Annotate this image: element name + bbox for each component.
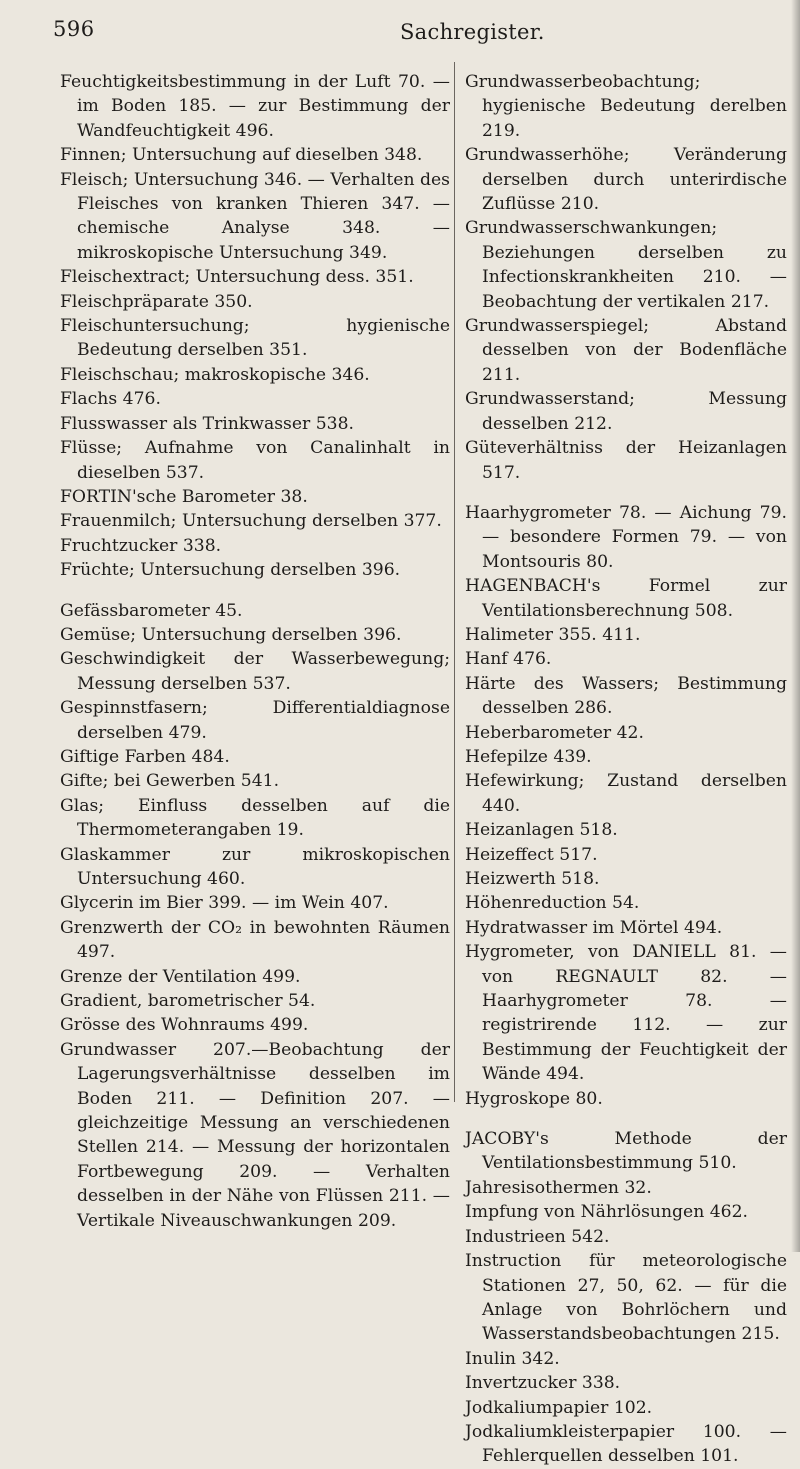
index-entry: Hygrometer, von DANIELL 81. — von REGNAULT 82. — Haarhygrometer 78. — registrirende 112. — zur Bestimmung der Feuchtigkeit der Wände 494. bbox=[465, 942, 787, 1085]
index-entry: Gifte; bei Gewerben 541. bbox=[60, 771, 280, 792]
index-entry: Härte des Wassers; Bestimmung desselben 286. bbox=[465, 673, 787, 719]
index-entry: Fleischuntersuchung; hygienische Bedeutung derselben 351. bbox=[60, 316, 450, 361]
section-gap bbox=[60, 583, 450, 599]
index-entry: Grenze der Ventilation 499. bbox=[60, 966, 301, 987]
index-entry: Glas; Einfluss desselben auf die Thermometerangaben 19. bbox=[60, 795, 450, 841]
page-edge-shadow bbox=[791, 0, 800, 1252]
index-entry: Frauenmilch; Untersuchung derselben 377. bbox=[60, 511, 442, 532]
index-entry: Glycerin im Bier 399. — im Wein 407. bbox=[60, 893, 389, 914]
index-entry: Früchte; Untersuchung derselben 396. bbox=[60, 560, 401, 581]
index-entry: Hefewirkung; Zustand derselben 440. bbox=[465, 771, 787, 816]
page-number: 596 bbox=[53, 17, 95, 41]
index-entry: Jodkaliumpapier 102. bbox=[465, 1397, 653, 1418]
index-entry: Haarhygrometer 78. — Aichung 79. — besondere Formen 79. — von Montsouris 80. bbox=[465, 502, 787, 572]
index-entry: Jodkaliumkleisterpapier 100. — Fehlerquellen desselben 101. bbox=[465, 1421, 787, 1467]
index-entry: Grundwasserschwankungen; Beziehungen derselben zu Infectionskrankheiten 210. — Beobachtung der vertikalen 217. bbox=[465, 218, 787, 312]
index-entry: Geschwindigkeit der Wasserbewegung; Messung derselben 537. bbox=[60, 649, 450, 694]
index-entry: Fleischschau; makroskopische 346. bbox=[60, 364, 370, 385]
section-gap bbox=[465, 485, 787, 501]
index-entry: Güteverhältniss der Heizanlagen 517. bbox=[465, 438, 787, 483]
index-entry: Hygroskope 80. bbox=[465, 1088, 603, 1109]
index-entry: Gefässbarometer 45. bbox=[60, 600, 243, 621]
index-entry: Industrieen 542. bbox=[465, 1226, 610, 1247]
index-entry: Grundwasserhöhe; Veränderung derselben durch unterirdische Zuflüsse 210. bbox=[465, 145, 787, 215]
running-head: Sachregister. bbox=[400, 20, 545, 44]
index-entry: Fleischextract; Untersuchung dess. 351. bbox=[60, 267, 414, 288]
index-entry: Gemüse; Untersuchung derselben 396. bbox=[60, 624, 402, 645]
index-entry: Hefepilze 439. bbox=[465, 746, 592, 767]
index-entry: Fleischpräparate 350. bbox=[60, 291, 253, 312]
index-entry: Giftige Farben 484. bbox=[60, 746, 230, 767]
index-entry: Höhenreduction 54. bbox=[465, 893, 640, 914]
index-entry: Finnen; Untersuchung auf dieselben 348. bbox=[60, 145, 423, 166]
index-entry: Grösse des Wohnraums 499. bbox=[60, 1015, 309, 1036]
index-entry: Heizeffect 517. bbox=[465, 844, 598, 865]
index-entry: Impfung von Nährlösungen 462. bbox=[465, 1202, 748, 1223]
index-entry: Grundwasserstand; Messung desselben 212. bbox=[465, 389, 787, 434]
index-entry: Gespinnstfasern; Differentialdiagnose derselben 479. bbox=[60, 698, 450, 743]
index-entry: Hanf 476. bbox=[465, 649, 552, 670]
index-entry: Hydratwasser im Mörtel 494. bbox=[465, 917, 723, 938]
index-column-left bbox=[60, 70, 450, 1233]
index-entry: Heberbarometer 42. bbox=[465, 722, 644, 743]
index-entry: Invertzucker 338. bbox=[465, 1373, 621, 1394]
index-entry: Grundwasserspiegel; Abstand desselben von der Bodenfläche 211. bbox=[465, 316, 787, 385]
index-entry: Heizwerth 518. bbox=[465, 869, 600, 889]
index-entry: Inulin 342. bbox=[465, 1348, 560, 1369]
index-entry: JACOBY's Methode der Ventilationsbestimmung 510. bbox=[465, 1129, 787, 1174]
index-entry: Flüsse; Aufnahme von Canalinhalt in dieselben 537. bbox=[60, 438, 450, 483]
index-entry: Gradient, barometrischer 54. bbox=[60, 991, 316, 1012]
index-entry: Grenzwerth der CO₂ in bewohnten Räumen 497. bbox=[60, 917, 450, 963]
index-entry: Fleisch; Untersuchung 346. — Verhalten des Fleisches von kranken Thieren 347. — chemische Analyse 348. — mikroskopische Untersuchung 349. bbox=[60, 169, 450, 263]
index-entry: Jahresisothermen 32. bbox=[465, 1177, 652, 1198]
index-entry: Halimeter 355. 411. bbox=[465, 624, 641, 645]
index-entry: Fruchtzucker 338. bbox=[60, 535, 222, 556]
index-entry: FORTIN'sche Barometer 38. bbox=[60, 486, 308, 507]
section-gap bbox=[465, 1111, 787, 1127]
index-column-right bbox=[465, 70, 787, 1469]
index-entry: Flusswasser als Trinkwasser 538. bbox=[60, 413, 354, 434]
index-entry: Heizanlagen 518. bbox=[465, 820, 618, 841]
column-divider bbox=[454, 62, 455, 1102]
index-entry: HAGENBACH's Formel zur Ventilationsberechnung 508. bbox=[465, 576, 787, 621]
index-entry: Grundwasserbeobachtung; hygienische Bedeutung derelben 219. bbox=[465, 72, 787, 141]
index-entry: Feuchtigkeitsbestimmung in der Luft 70. — im Boden 185. — zur Bestimmung der Wandfeuchtigkeit 496. bbox=[60, 72, 450, 141]
index-entry: Instruction für meteorologische Stationen 27, 50, 62. — für die Anlage von Bohrlöchern und Wasserstandsbeobachtungen 215. bbox=[465, 1251, 787, 1345]
index-entry: Glaskammer zur mikroskopischen Untersuchung 460. bbox=[60, 844, 450, 889]
index-entry: Flachs 476. bbox=[60, 389, 161, 410]
index-entry: Grundwasser 207.—Beobachtung der Lagerungsverhältnisse desselben im Boden 211. — Definition 207. — gleichzeitige Messung an verschiedenen Stellen 214. — Messung der horizontalen Fortbewegung 209. — Verhalten desselben in der Nähe von Flüssen 211. — Vertikale Niveauschwankungen 209. bbox=[60, 1039, 450, 1231]
